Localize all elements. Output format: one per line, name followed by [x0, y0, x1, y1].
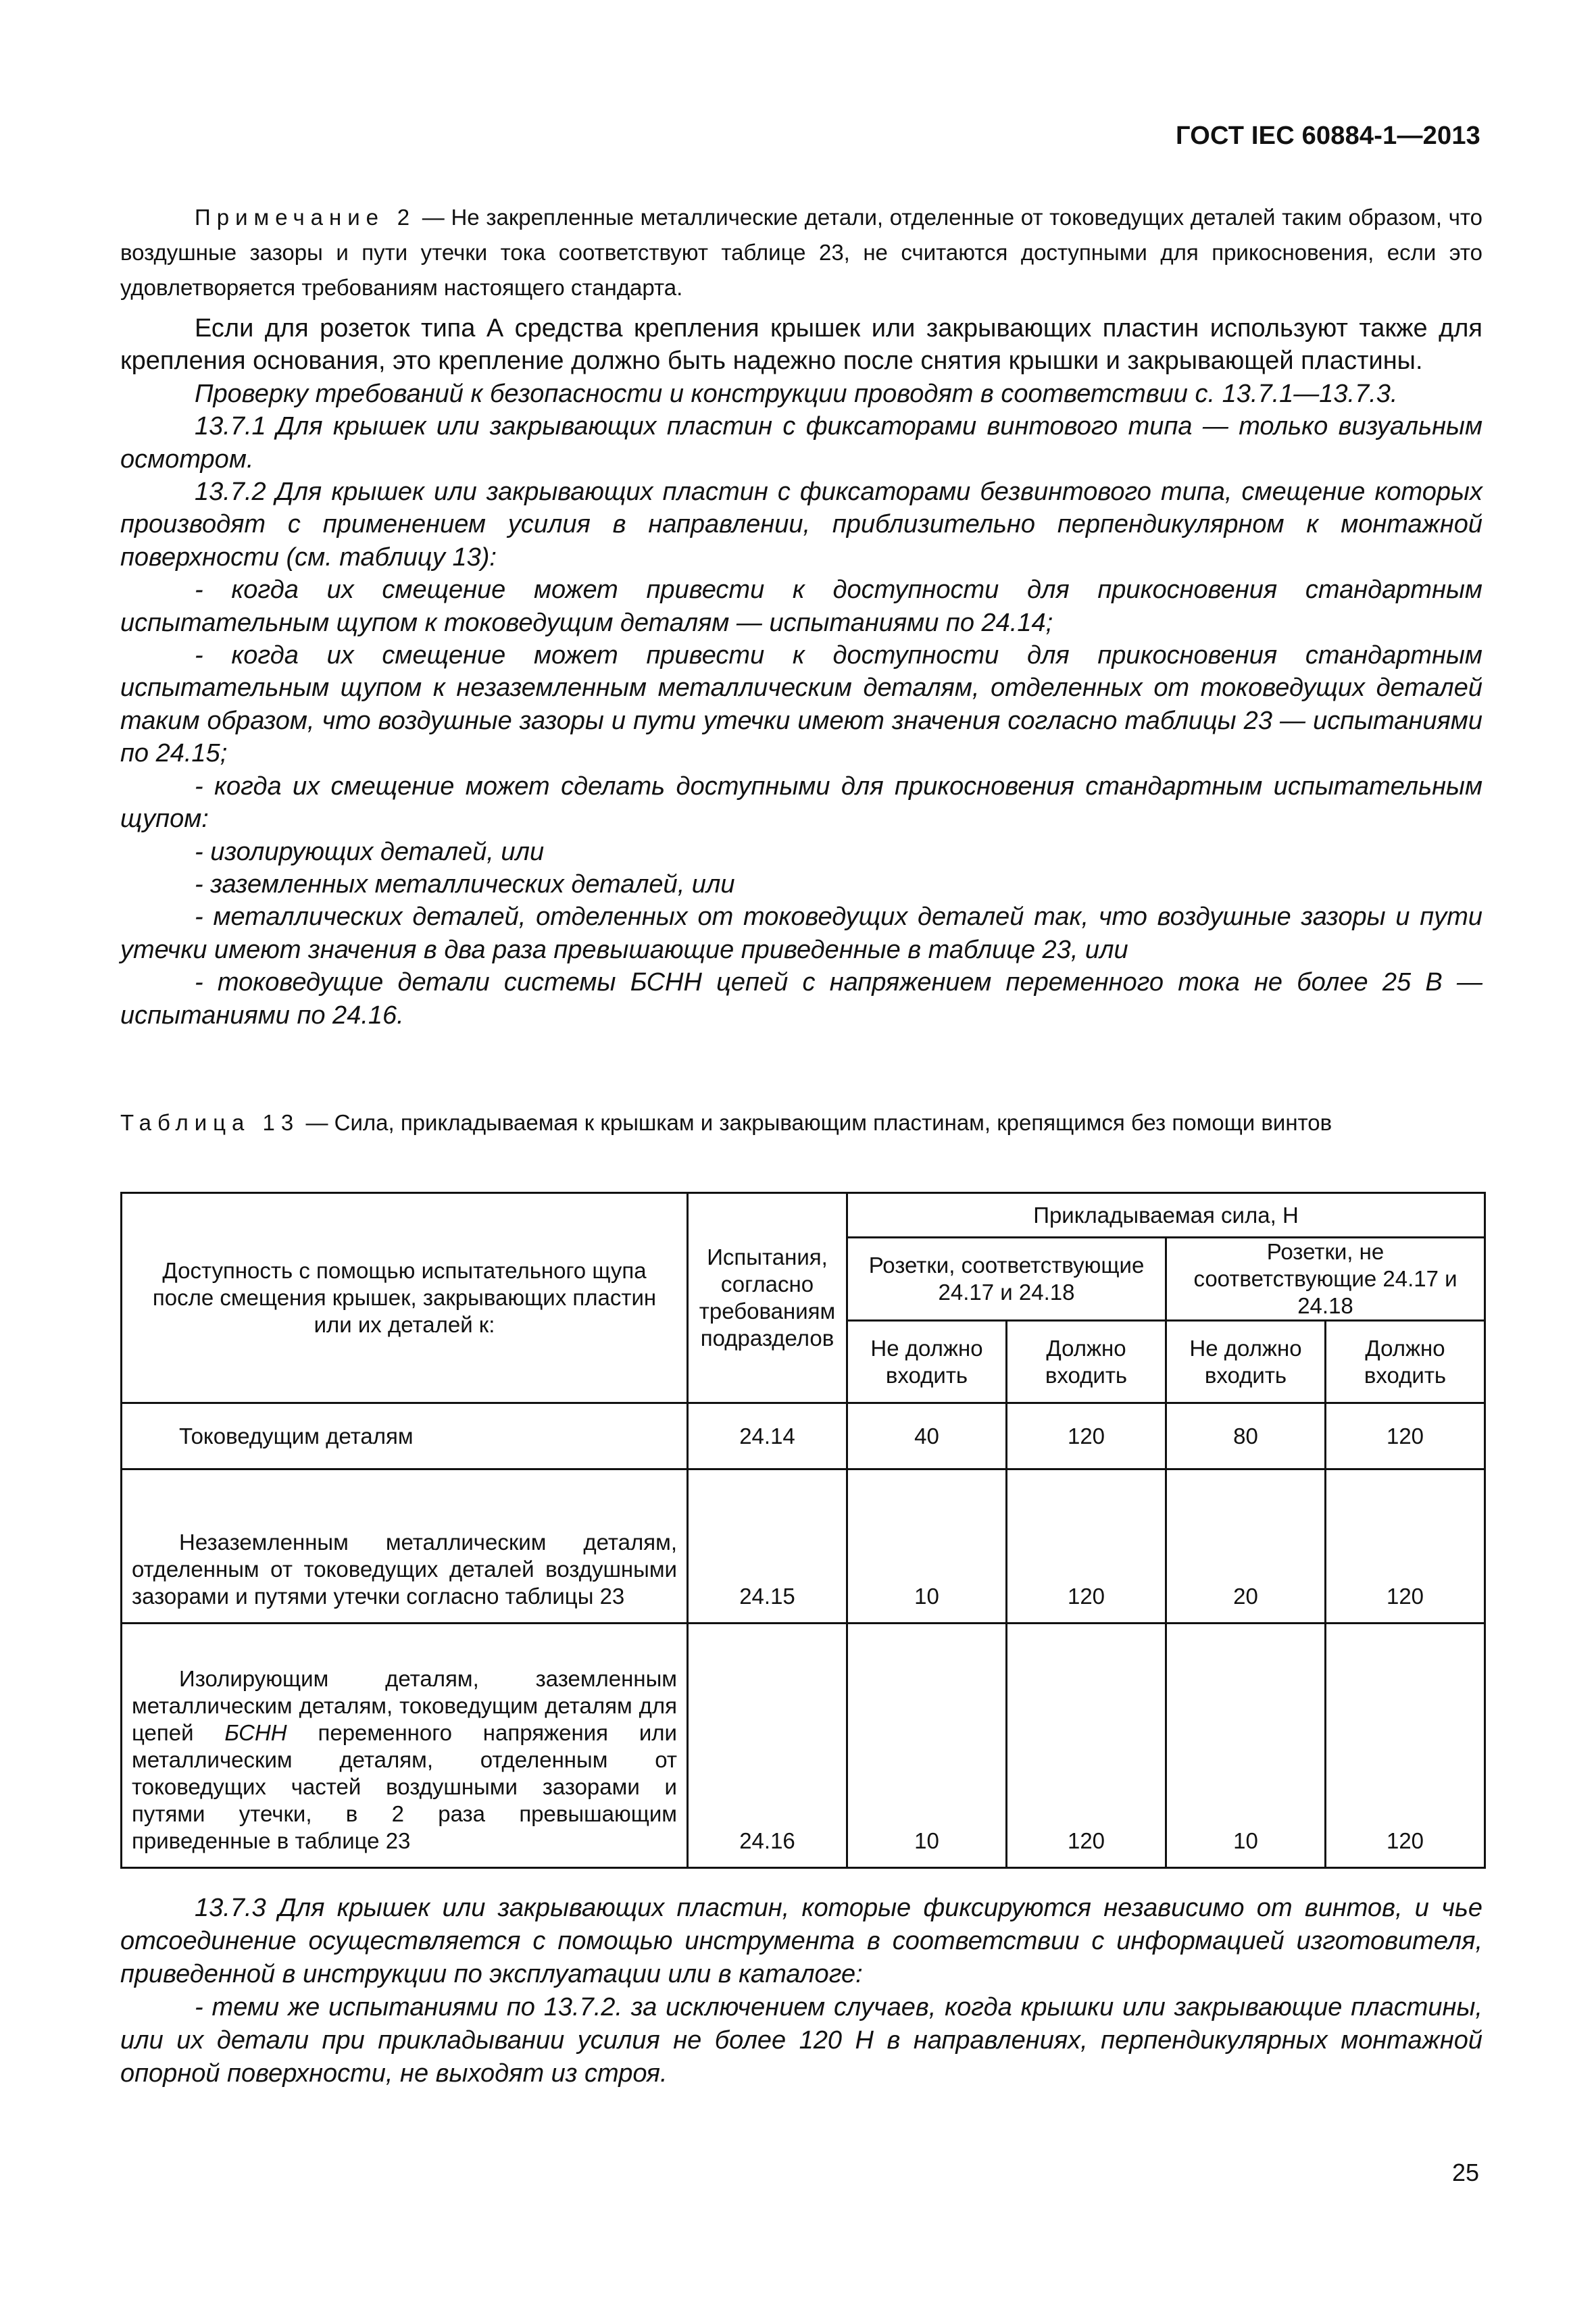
cell-value: 120	[1326, 1624, 1485, 1868]
page-number: 25	[1451, 2159, 1479, 2186]
row-test: 24.16	[688, 1624, 847, 1868]
header-must-enter: Должно входить	[1007, 1321, 1166, 1403]
header-access: Доступность с помощью испытательного щупа после смещения крышек, закрывающих пластин или их деталей к:	[122, 1193, 688, 1403]
closing-text	[120, 1892, 1482, 2090]
row-test: 24.15	[688, 1469, 847, 1624]
paragraph: - токоведущие детали системы БСНН цепей с напряжением переменного тока не более 25 В — испытаниями по 24.16.	[120, 968, 1482, 1030]
table-caption-text: — Сила, прикладываемая к крышкам и закрывающим пластинам, крепящимся без помощи винтов	[305, 1110, 1332, 1135]
table-caption-label: Таблица 13	[120, 1110, 300, 1135]
header-not-enter: Не должно входить	[1166, 1321, 1326, 1403]
standard-code: ГОСТ IEC 60884-1—2013	[1176, 122, 1480, 150]
note-text: — Не закрепленные металлические детали, отделенные от токоведущих деталей таким образом, что воздушные зазоры и пути утечки тока соответствуют таблице 23, не считаются доступными для прикосновения, если это удовлетворяется требованиям настоящего стандарта.	[120, 205, 1482, 300]
paragraph: - металлических деталей, отделенных от токоведущих деталей так, что воздушные зазоры и пути утечки имеют значения в два раза превышающие приведенные в таблице 23, или	[120, 903, 1482, 964]
paragraph: - когда их смещение может сделать доступными для прикосновения стандартным испытательным щупом:	[120, 772, 1482, 834]
header-must-enter: Должно входить	[1326, 1321, 1485, 1403]
row-desc: Изолирующим деталям, заземленным металлическим деталям, токоведущим деталям для цепей БСНН переменного напряжения или металлическим деталям, отделенным от токоведущих частей воздушными зазорами и путями утечки, в 2 раза превышающим приведенные в таблице 23	[132, 1666, 677, 1853]
paragraph: - когда их смещение может привести к доступности для прикосновения стандартным испытательным щупом к токоведущим деталям — испытаниями по 24.14;	[120, 576, 1482, 637]
paragraph: 13.7.2 Для крышек или закрывающих пластин с фиксаторами безвинтового типа, смещение которых производят с применением усилия в направлении, приблизительно перпендикулярном к монтажной поверхности (см. таблицу 13):	[120, 478, 1482, 572]
header-group-b: Розетки, не соответствующие 24.17 и 24.18	[1166, 1238, 1485, 1321]
paragraph: - теми же испытаниями по 13.7.2. за исключением случаев, когда крышки или закрывающие пластины, или их детали при прикладывании усилия не более 120 Н в направлениях, перпендикулярных монтажной опорной поверхности, не выходят из строя.	[120, 1993, 1482, 2088]
cell-value: 80	[1166, 1403, 1326, 1469]
cell-value: 120	[1326, 1469, 1485, 1624]
header-not-enter: Не должно входить	[847, 1321, 1007, 1403]
paragraph: - когда их смещение может привести к доступности для прикосновения стандартным испытательным щупом к незаземленным металлическим деталям, отделенных от токоведущих деталей таким образом, что воздушные зазоры и пути утечки имеют значения согласно таблицы 23 — испытаниями по 24.15;	[120, 641, 1482, 768]
row-desc: Токоведущим деталям	[179, 1423, 414, 1449]
cell-value: 10	[1166, 1624, 1326, 1868]
row-test: 24.14	[688, 1403, 847, 1469]
cell-value: 40	[847, 1403, 1007, 1469]
note-label: Примечание 2	[195, 205, 416, 230]
force-table	[120, 1192, 1486, 1869]
cell-value: 120	[1007, 1469, 1166, 1624]
cell-value: 10	[847, 1624, 1007, 1868]
cell-value: 120	[1007, 1624, 1166, 1868]
header-group-a: Розетки, соответствующие 24.17 и 24.18	[847, 1238, 1166, 1321]
table-row	[122, 1624, 1485, 1868]
paragraph: Проверку требований к безопасности и конструкции проводят в соответствии с. 13.7.1—13.7.3.	[195, 379, 1398, 408]
paragraph: 13.7.1 Для крышек или закрывающих пластин с фиксаторами винтового типа — только визуальным осмотром.	[120, 412, 1482, 474]
note-block	[120, 200, 1482, 305]
paragraph: Если для розеток типа А средства крепления крышек или закрывающих пластин используют также для крепления основания, это крепление должно быть надежно после снятия крышки и закрывающей пластины.	[120, 314, 1482, 376]
cell-value: 20	[1166, 1469, 1326, 1624]
body-text	[120, 312, 1482, 1032]
cell-value: 10	[847, 1469, 1007, 1624]
paragraph: - изолирующих деталей, или	[195, 837, 545, 866]
table-row	[122, 1403, 1485, 1469]
table-caption	[120, 1108, 1482, 1138]
cell-value: 120	[1007, 1403, 1166, 1469]
header-tests: Испытания, согласно требованиям подразделов	[688, 1193, 847, 1403]
header-force: Прикладываемая сила, Н	[847, 1193, 1485, 1238]
paragraph: 13.7.3 Для крышек или закрывающих пластин, которые фиксируются независимо от винтов, и чье отсоединение осуществляется с помощью инструмента в соответствии с информацией изготовителя, приведенной в инструкции по эксплуатации или в каталоге:	[120, 1894, 1482, 1988]
paragraph: - заземленных металлических деталей, или	[195, 870, 735, 899]
table-row	[122, 1469, 1485, 1624]
row-desc: Незаземленным металлическим деталям, отделенным от токоведущих деталей воздушными зазорами и путями утечки согласно таблицы 23	[132, 1530, 677, 1609]
cell-value: 120	[1326, 1403, 1485, 1469]
